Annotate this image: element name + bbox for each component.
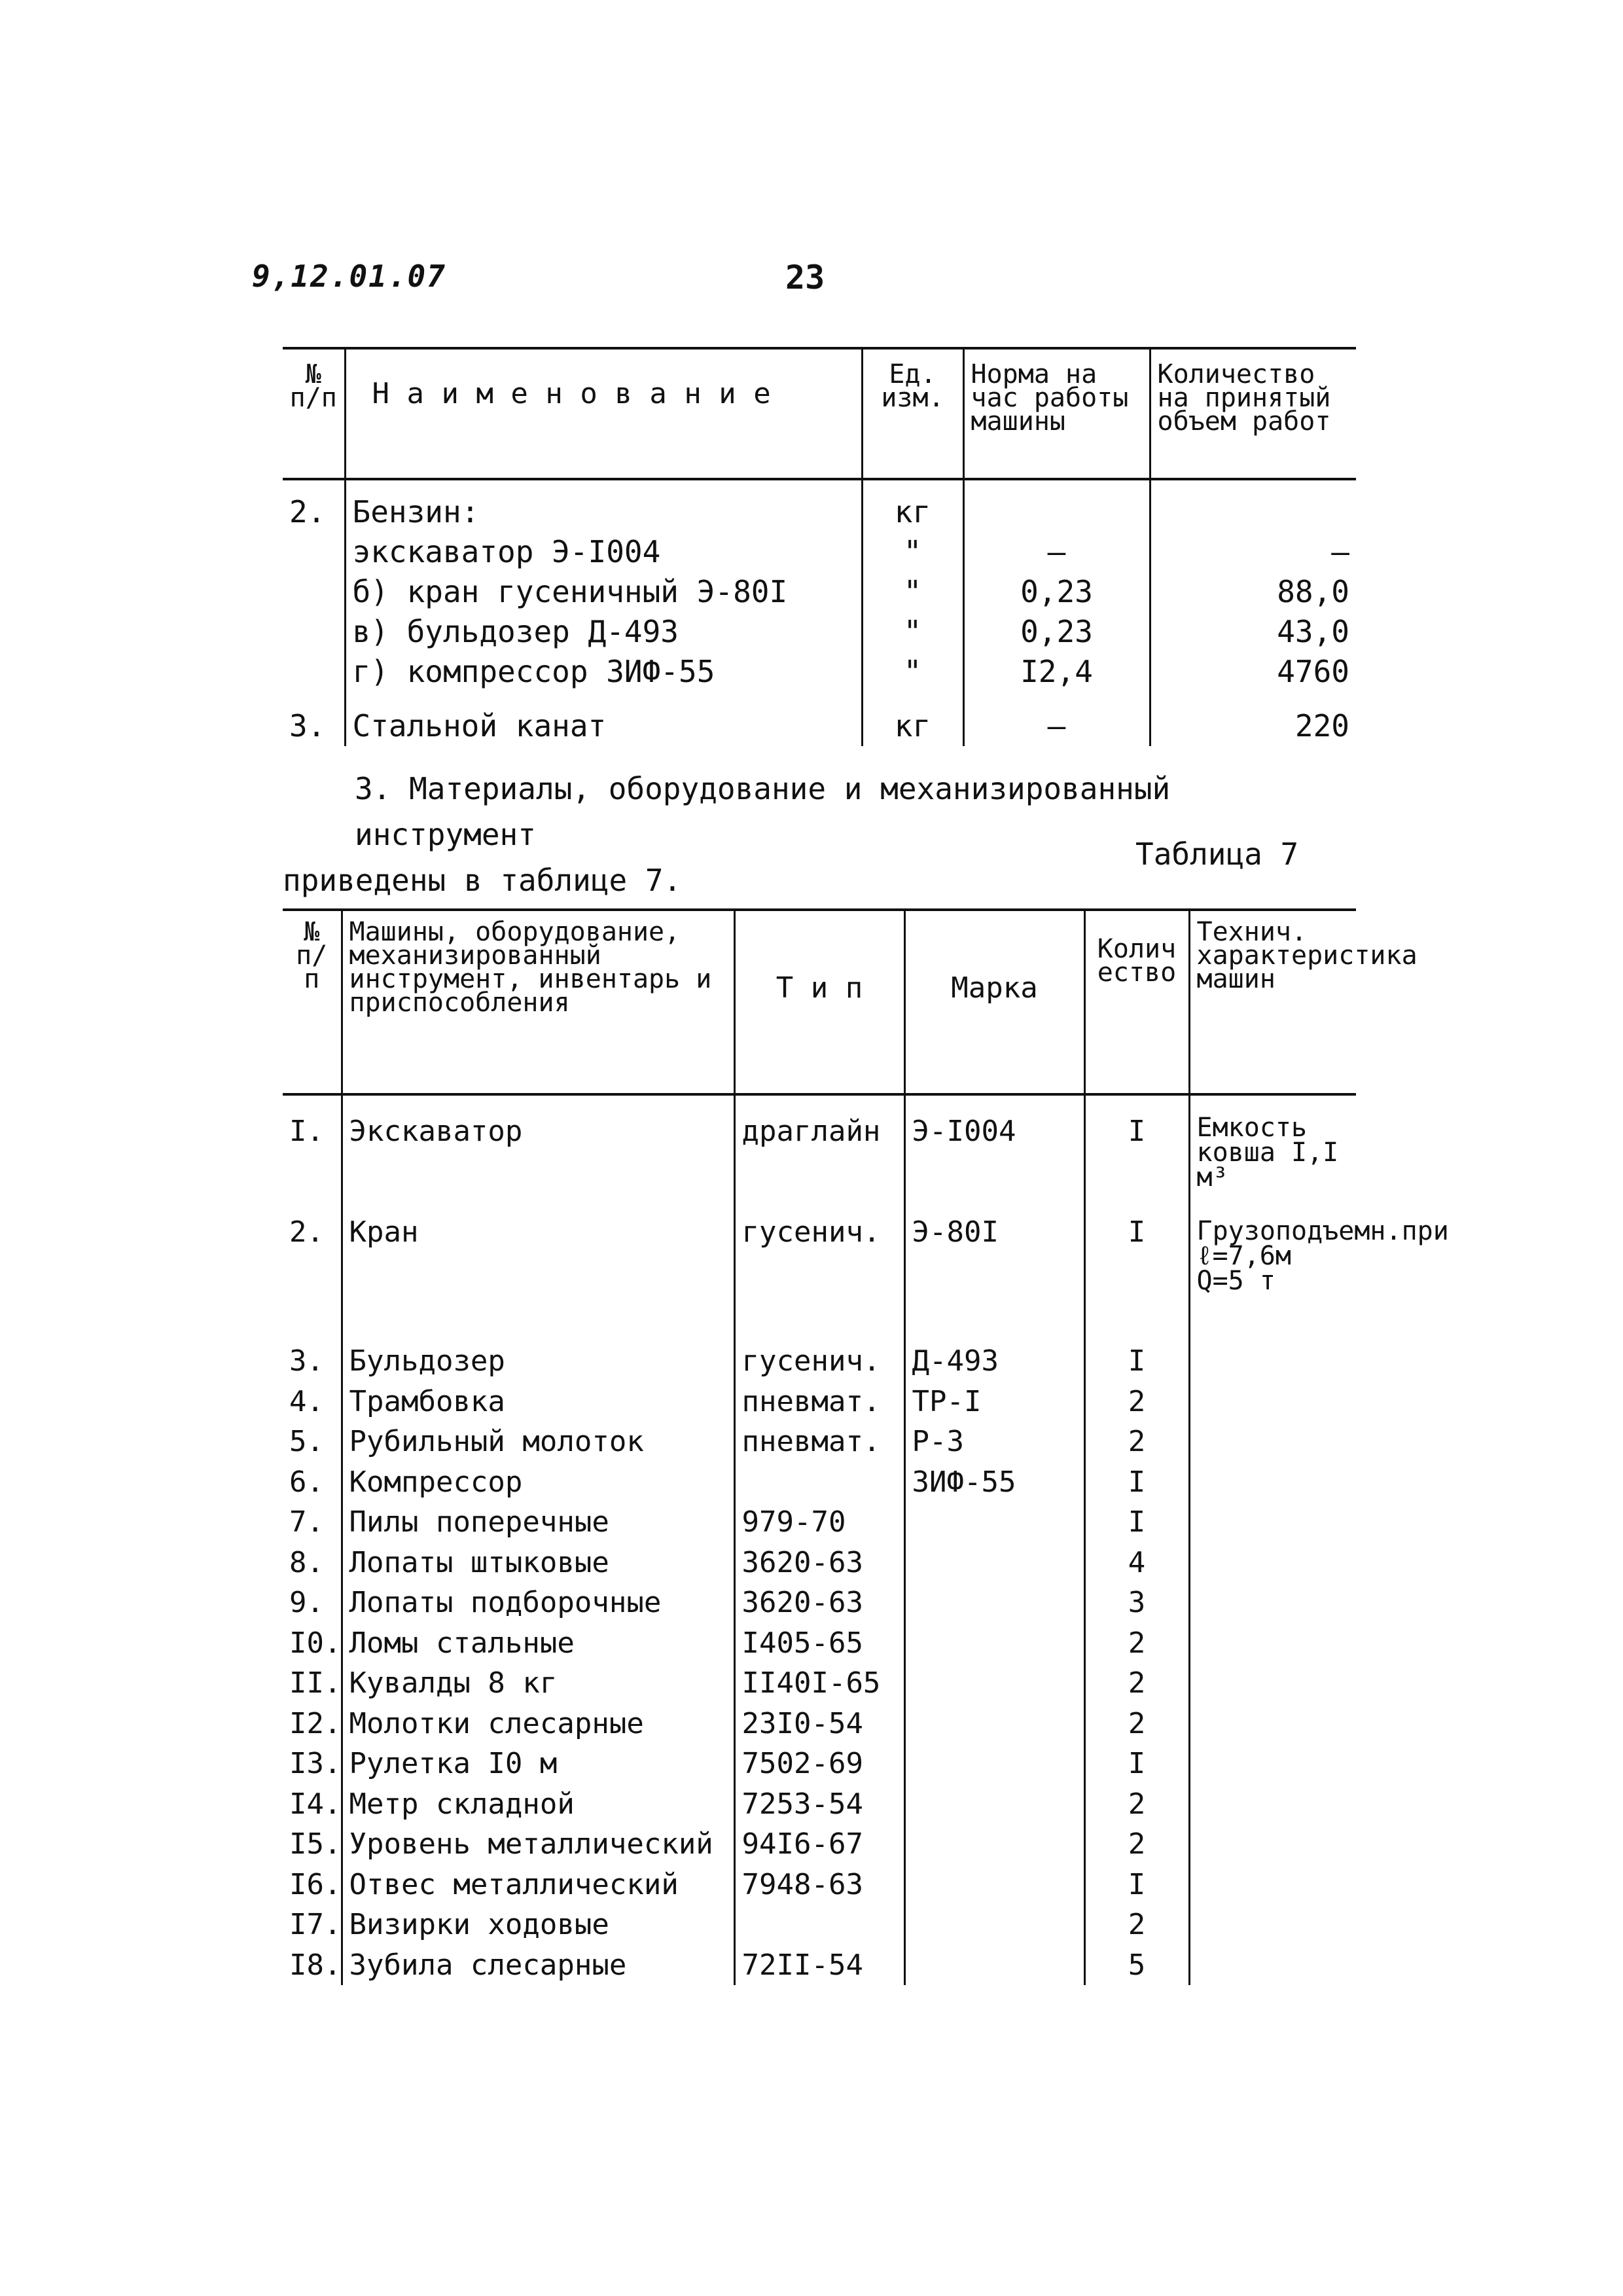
row-brand (904, 1623, 1084, 1664)
row-unit: кг (862, 479, 963, 532)
row-char (1189, 1744, 1356, 1784)
row-name: Визирки ходовые (342, 1905, 734, 1945)
row-char (1189, 1543, 1356, 1583)
row-qty: 88,0 (1150, 572, 1356, 612)
table-row (283, 652, 1356, 692)
row-qty: 2 (1084, 1784, 1189, 1825)
row-qty: – (1150, 532, 1356, 572)
document-code: 9,12.01.07 (252, 259, 446, 294)
row-char (1189, 1663, 1356, 1704)
table-caption: Таблица 7 (1135, 836, 1299, 872)
row-char (1189, 1865, 1356, 1905)
row-type: 3620-63 (734, 1583, 904, 1623)
row-qty: 220 (1150, 692, 1356, 746)
row-name: Бензин: (345, 479, 862, 532)
row-char (1189, 1583, 1356, 1623)
row-char (1189, 1824, 1356, 1865)
row-brand (904, 1784, 1084, 1825)
header-brand: Марка (904, 910, 1084, 1094)
table-row (283, 1462, 1356, 1503)
row-norm: 0,23 (963, 612, 1150, 652)
header-num: № п/п (289, 359, 337, 413)
row-qty: 2 (1084, 1623, 1189, 1664)
page-number: 23 (785, 259, 825, 296)
row-unit: " (862, 532, 963, 572)
row-char (1189, 1945, 1356, 1986)
row-name: Ломы стальные (342, 1623, 734, 1664)
row-qty: 2 (1084, 1422, 1189, 1462)
row-qty: 43,0 (1150, 612, 1356, 652)
row-num: 3. (289, 1344, 324, 1378)
row-qty: 2 (1084, 1824, 1189, 1865)
row-num: I3. (289, 1747, 342, 1780)
row-qty: I (1084, 1094, 1189, 1212)
row-name: Рубильный молоток (342, 1422, 734, 1462)
row-name: Экскаватор (342, 1094, 734, 1212)
row-brand (904, 1945, 1084, 1986)
row-num (283, 652, 345, 692)
header-name: Н а и м е н о в а н и е (345, 348, 862, 479)
row-num: 7. (289, 1505, 324, 1539)
row-name: г) компрессор ЗИФ-55 (345, 652, 862, 692)
row-brand (904, 1824, 1084, 1865)
row-num: I2. (289, 1706, 342, 1740)
row-type: 7502-69 (734, 1744, 904, 1784)
row-type: 72II-54 (734, 1945, 904, 1986)
row-brand: Р-3 (904, 1422, 1084, 1462)
row-num: 2. (289, 1215, 324, 1249)
row-char (1189, 1784, 1356, 1825)
table-header-row (283, 910, 1356, 1094)
table-row (283, 1905, 1356, 1945)
row-num (283, 532, 345, 572)
row-type: 7948-63 (734, 1865, 904, 1905)
row-norm (963, 479, 1150, 532)
row-type: 94I6-67 (734, 1824, 904, 1865)
row-brand (904, 1502, 1084, 1543)
row-type: I405-65 (734, 1623, 904, 1664)
row-num (283, 612, 345, 652)
table-row (283, 1623, 1356, 1664)
row-num (283, 572, 345, 612)
row-qty: I (1084, 1462, 1189, 1503)
row-num: 6. (289, 1465, 324, 1499)
row-num: I4. (289, 1787, 342, 1821)
row-num: I. (289, 1115, 324, 1148)
header-num: № п/п (296, 917, 328, 994)
row-name: Стальной канат (345, 692, 862, 746)
row-name: Бульдозер (342, 1341, 734, 1382)
table-row (283, 1824, 1356, 1865)
table-row (283, 1382, 1356, 1422)
row-qty: I (1084, 1502, 1189, 1543)
table-row (283, 1945, 1356, 1986)
row-num: 2. (289, 494, 326, 529)
paragraph-line-1: 3. Материалы, оборудование и механизированный инструмент (355, 771, 1171, 852)
row-name: Кувалды 8 кг (342, 1663, 734, 1704)
row-qty: 2 (1084, 1663, 1189, 1704)
table-row (283, 1543, 1356, 1583)
row-norm: – (963, 692, 1150, 746)
row-qty: I (1084, 1744, 1189, 1784)
row-num: I7. (289, 1908, 342, 1941)
header-norm: Норма на час работы машины (963, 348, 1150, 479)
equipment-table (283, 908, 1449, 1985)
row-brand (904, 1704, 1084, 1744)
row-num: 3. (289, 708, 326, 744)
table-row (283, 1094, 1356, 1212)
row-brand: Д-493 (904, 1341, 1084, 1382)
table-row (283, 1502, 1356, 1543)
row-num: 8. (289, 1545, 324, 1579)
row-num: II. (289, 1666, 342, 1700)
row-name: Метр складной (342, 1784, 734, 1825)
table-row (283, 612, 1356, 652)
row-type (734, 1905, 904, 1945)
row-char: Емкость ковша I,I м³ (1189, 1094, 1356, 1212)
row-char (1189, 1905, 1356, 1945)
header-unit: Ед. изм. (862, 348, 963, 479)
row-qty: 5 (1084, 1945, 1189, 1986)
row-type: 7253-54 (734, 1784, 904, 1825)
row-brand (904, 1583, 1084, 1623)
fuel-consumption-table (283, 347, 1356, 746)
row-unit: " (862, 572, 963, 612)
row-char: Грузоподъемн.при ℓ=7,6м Q=5 т (1189, 1212, 1356, 1341)
table-row (283, 1784, 1356, 1825)
row-name: Компрессор (342, 1462, 734, 1503)
table-row (283, 532, 1356, 572)
row-num: 5. (289, 1425, 324, 1458)
row-qty: 2 (1084, 1704, 1189, 1744)
row-type: гусенич. (734, 1212, 904, 1341)
row-name: Молотки слесарные (342, 1704, 734, 1744)
row-type: 3620-63 (734, 1543, 904, 1583)
row-unit: " (862, 612, 963, 652)
row-name: Лопаты подборочные (342, 1583, 734, 1623)
row-brand (904, 1663, 1084, 1704)
row-type: пневмат. (734, 1382, 904, 1422)
row-qty (1150, 479, 1356, 532)
table-row (283, 1865, 1356, 1905)
table-row (283, 1341, 1356, 1382)
row-qty: 4760 (1150, 652, 1356, 692)
row-qty: 4 (1084, 1543, 1189, 1583)
row-brand: Э-80I (904, 1212, 1084, 1341)
row-brand (904, 1905, 1084, 1945)
row-name: Уровень металлический (342, 1824, 734, 1865)
row-qty: I (1084, 1212, 1189, 1341)
row-char (1189, 1502, 1356, 1543)
row-char (1189, 1623, 1356, 1664)
row-name: Отвес металлический (342, 1865, 734, 1905)
row-char (1189, 1382, 1356, 1422)
header-qty: Количество (1084, 910, 1189, 1094)
row-brand: ЗИФ-55 (904, 1462, 1084, 1503)
table-row (283, 479, 1356, 532)
table-header-row (283, 348, 1356, 479)
row-char (1189, 1422, 1356, 1462)
row-type: пневмат. (734, 1422, 904, 1462)
table-row (283, 1583, 1356, 1623)
row-brand (904, 1543, 1084, 1583)
table-row (283, 572, 1356, 612)
header-qty: Количество на принятый объем работ (1150, 348, 1356, 479)
row-num: I5. (289, 1827, 342, 1861)
row-name: Зубила слесарные (342, 1945, 734, 1986)
row-char (1189, 1704, 1356, 1744)
table-row (283, 1663, 1356, 1704)
row-name: Трамбовка (342, 1382, 734, 1422)
table-row (283, 1744, 1356, 1784)
row-brand (904, 1865, 1084, 1905)
row-norm: 0,23 (963, 572, 1150, 612)
table-row (283, 1422, 1356, 1462)
row-num: I6. (289, 1867, 342, 1901)
row-qty: I (1084, 1865, 1189, 1905)
row-type (734, 1462, 904, 1503)
row-unit: " (862, 652, 963, 692)
row-name: Пилы поперечные (342, 1502, 734, 1543)
row-brand (904, 1744, 1084, 1784)
row-qty: 2 (1084, 1905, 1189, 1945)
row-unit: кг (862, 692, 963, 746)
row-type: гусенич. (734, 1341, 904, 1382)
row-name: в) бульдозер Д-493 (345, 612, 862, 652)
table-row (283, 1704, 1356, 1744)
row-qty: I (1084, 1341, 1189, 1382)
row-name: Рулетка I0 м (342, 1744, 734, 1784)
row-char (1189, 1341, 1356, 1382)
row-brand: ТР-I (904, 1382, 1084, 1422)
row-type: 23I0-54 (734, 1704, 904, 1744)
row-type: 979-70 (734, 1502, 904, 1543)
header-char: Технич. характеристика машин (1189, 910, 1356, 1094)
row-type: II40I-65 (734, 1663, 904, 1704)
row-name: экскаватор Э-I004 (345, 532, 862, 572)
paragraph-line-2: приведены в таблице 7. (283, 863, 682, 898)
row-qty: 2 (1084, 1382, 1189, 1422)
row-type: драглайн (734, 1094, 904, 1212)
table-row (283, 692, 1356, 746)
row-qty: 3 (1084, 1583, 1189, 1623)
row-name: Лопаты штыковые (342, 1543, 734, 1583)
header-type: Т и п (734, 910, 904, 1094)
row-num: I0. (289, 1626, 342, 1660)
header-name: Машины, оборудование, механизированный инструмент, инвентарь и приспособления (342, 910, 734, 1094)
row-norm: – (963, 532, 1150, 572)
row-num: I8. (289, 1948, 342, 1982)
row-name: Кран (342, 1212, 734, 1341)
materials-paragraph (283, 766, 1356, 903)
row-char (1189, 1462, 1356, 1503)
row-num: 9. (289, 1586, 324, 1619)
row-brand: Э-I004 (904, 1094, 1084, 1212)
row-norm: I2,4 (963, 652, 1150, 692)
row-num: 4. (289, 1384, 324, 1418)
row-name: б) кран гусеничный Э-80I (345, 572, 862, 612)
table-row (283, 1212, 1356, 1341)
